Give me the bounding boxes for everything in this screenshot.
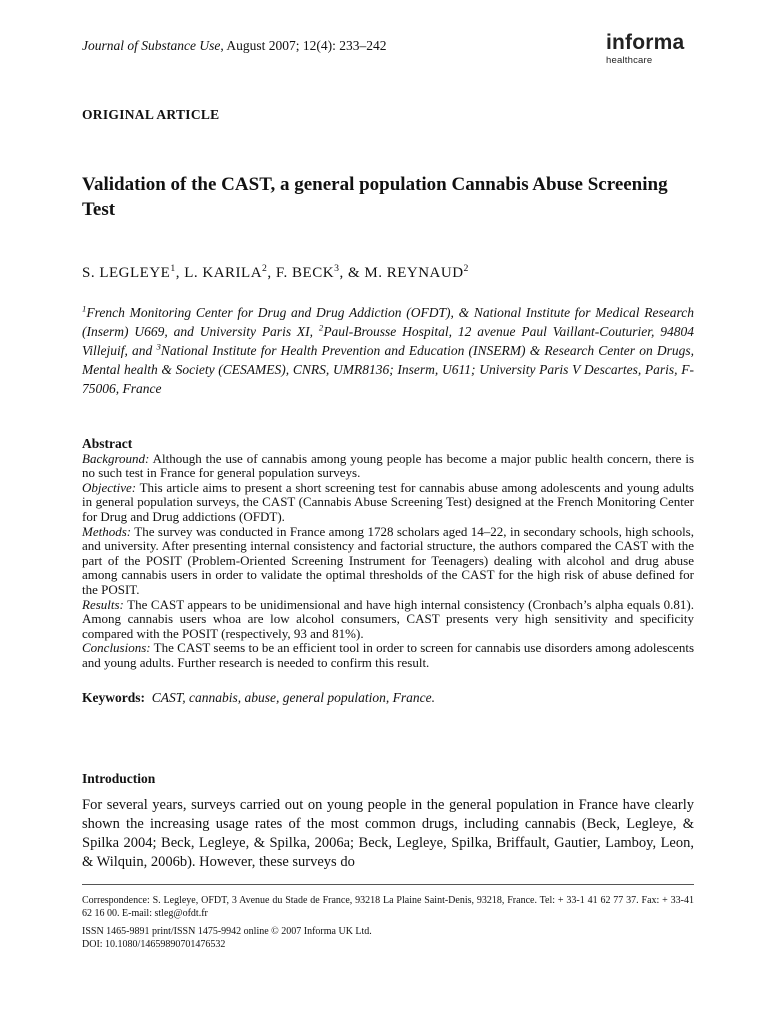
affiliation-mark: 1 [82, 303, 87, 314]
article-type: ORIGINAL ARTICLE [82, 107, 220, 122]
abstract-text: Although the use of cannabis among young people has become a major public health concern, there is no such test in France for general population surveys. [82, 450, 694, 481]
journal-citation [82, 38, 387, 54]
author-affiliation-mark: 3 [334, 263, 340, 274]
introduction-heading: Introduction [82, 771, 156, 786]
abstract-text: The survey was conducted in France among 1728 scholars aged 14–22, in secondary schools, high schools, and university. After presenting internal consistency and factorial structure, the authors compared the CAST with the part of the POSIT (Problem-Oriented Screening Instrument for Teenagers) dealing with alcohol and drug abuse among cannabis users in order to validate the optimal thresholds of the CAST for the high risk of abuse defined for the POSIT. [82, 523, 694, 597]
abstract-label: Conclusions: [82, 640, 151, 656]
doi-note: DOI: 10.1080/14659890701476532 [82, 939, 226, 950]
abstract-methods [82, 525, 694, 598]
abstract-results [82, 598, 694, 642]
author-name: M. REYNAUD [364, 265, 464, 281]
affiliation-mark: 2 [318, 322, 324, 333]
abstract-background [82, 452, 694, 481]
author-name: L. KARILA [184, 265, 263, 281]
author-list [82, 265, 469, 282]
abstract-heading: Abstract [82, 436, 133, 451]
author-separator: , & [339, 265, 365, 281]
issn-note: ISSN 1465-9891 print/ISSN 1475-9942 online © 2007 Informa UK Ltd. [82, 926, 372, 937]
abstract-conclusions [82, 641, 694, 670]
author-name: F. BECK [275, 265, 335, 281]
author-name: S. LEGLEYE [82, 265, 171, 281]
keywords-text: CAST, cannabis, abuse, general population, France. [151, 690, 435, 705]
author-affiliation-mark: 2 [262, 263, 268, 274]
affiliation-text: National Institute for Health Prevention and Education (INSERM) & Research Center on Drugs, Mental health & Society (CESAMES), CNRS, UMR8136; Inserm, U611; University Paris V Descartes, Paris, F-75006, France [82, 343, 694, 396]
abstract-label: Background: [82, 450, 150, 466]
abstract-label: Methods: [82, 523, 132, 539]
abstract [82, 437, 694, 671]
abstract-text: The CAST seems to be an efficient tool in order to screen for cannabis use disorders among adolescents and young adults. Further research is needed to confirm this result. [82, 640, 694, 670]
author-separator: , [267, 265, 276, 281]
abstract-label: Results: [82, 596, 124, 612]
affiliation-mark: 3 [156, 341, 161, 352]
keywords [82, 690, 435, 706]
abstract-text: This article aims to present a short screening test for cannabis abuse among adolescents and young adults in general population surveys, the CAST (Cannabis Abuse Screening Test) designed at the French Monitoring Center for Drug and Drug addictions (OFDT). [82, 479, 694, 524]
author-separator: , [175, 265, 185, 281]
journal-issue: , August 2007; 12(4): 233–242 [220, 38, 387, 53]
affiliation-text: French Monitoring Center for Drug and Drug Addiction (OFDT), & National Institute for Medical Research (Inserm) U669, and University Paris XI, [82, 305, 694, 339]
abstract-label: Objective: [82, 479, 137, 495]
footnote-divider [82, 884, 694, 885]
article-title: Validation of the CAST, a general population Cannabis Abuse Screening Test [82, 174, 668, 220]
logo-subtitle: healthcare [606, 55, 653, 66]
correspondence-note: Correspondence: S. Legleye, OFDT, 3 Avenue du Stade de France, 93218 La Plaine Saint-Denis, 93218, France. Tel: + 33-1 41 62 77 37. Fax: + 33-41 62 16 00. E-mail: stleg@ofdt.fr [82, 895, 694, 919]
publisher-logo [606, 32, 684, 66]
abstract-text: The CAST appears to be unidimensional and have high internal consistency (Cronbach’s alpha equals 0.81). Among cannabis users whoa are low alcohol consumers, CAST presents very high sensitivity and specificity compared with the POSIT (respectively, 93 and 81%). [82, 596, 694, 641]
abstract-objective [82, 481, 694, 525]
logo-wordmark: informa [606, 31, 685, 54]
affiliations [82, 303, 694, 398]
journal-name: Journal of Substance Use [82, 38, 221, 53]
author-affiliation-mark: 1 [170, 263, 176, 274]
affiliation-text: Paul-Brousse Hospital, 12 avenue Paul Vaillant-Couturier, 94804 Villejuif, and [82, 324, 694, 358]
author-affiliation-mark: 2 [463, 263, 469, 274]
keywords-label: Keywords: [82, 690, 145, 705]
introduction-text: For several years, surveys carried out on young people in the general population in France have clearly shown the increasing usage rates of the most common drugs, including cannabis (Beck, Legleye, & Spilka 2004; Beck, Legleye, & Spilka, 2006a; Beck, Legleye, Spilka, Briffault, Gautier, Lamboy, Leon, & Wilquin, 2006b). However, these surveys do [82, 797, 694, 870]
